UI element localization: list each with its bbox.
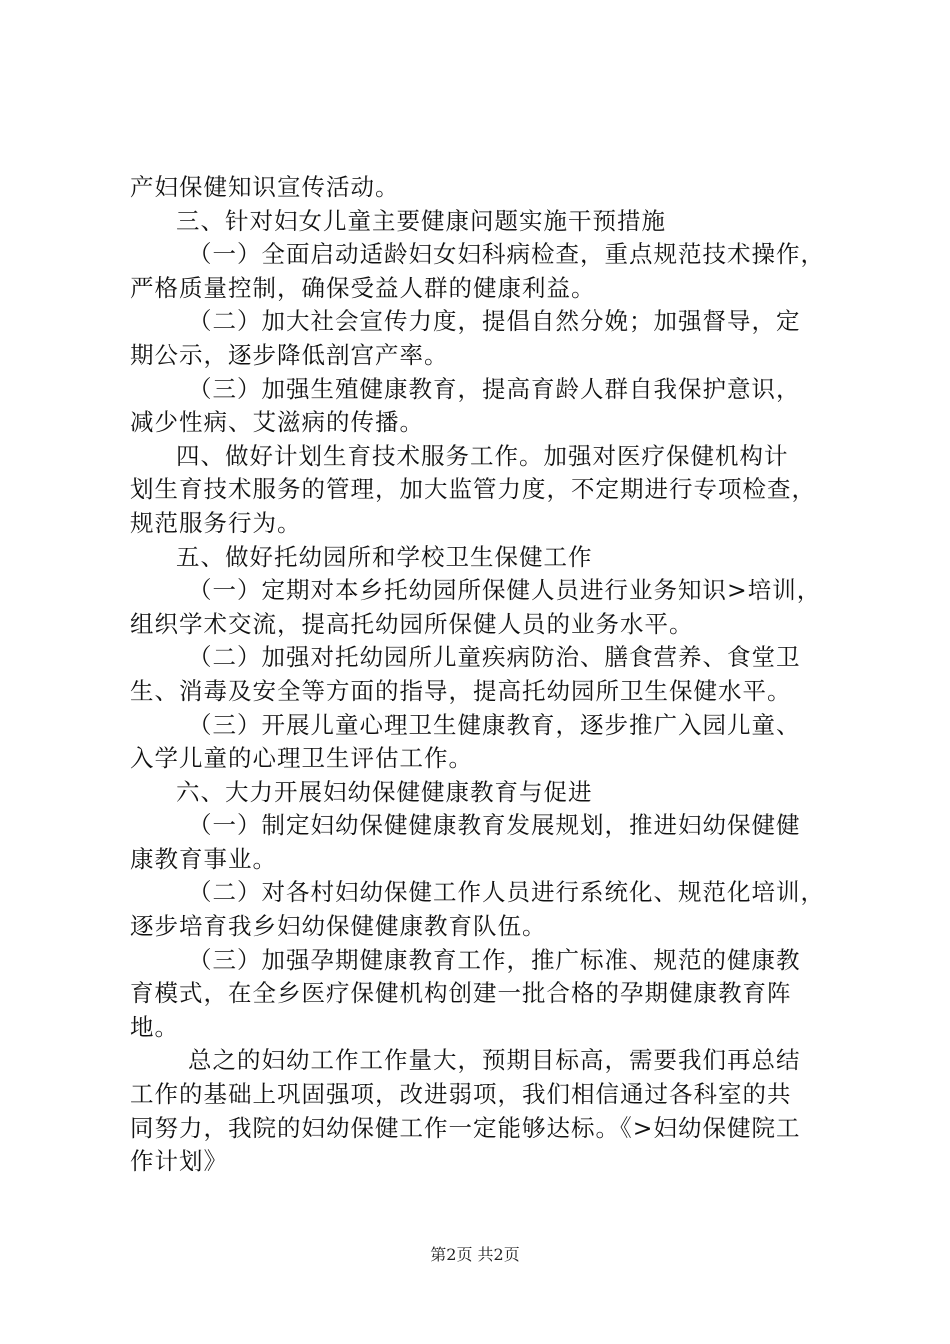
text-line: 组织学术交流，提高托幼园所保健人员的业务水平。 <box>130 609 694 638</box>
text-line: 生、消毒及安全等方面的指导，提高托幼园所卫生保健水平。 <box>130 676 792 705</box>
text-line: （一）制定妇幼保健健康教育发展规划，推进妇幼保健健 <box>188 811 801 840</box>
text-line: 入学儿童的心理卫生评估工作。 <box>130 744 473 773</box>
text-line: （二）对各村妇幼保健工作人员进行系统化、规范化培训， <box>188 878 825 907</box>
text-line: （三）开展儿童心理卫生健康教育，逐步推广入园儿童、 <box>188 710 801 739</box>
text-line: （二）加强对托幼园所儿童疾病防治、膳食营养、食堂卫 <box>188 643 801 672</box>
text-line: 规范服务行为。 <box>130 508 302 537</box>
text-line: （三）加强生殖健康教育，提高育龄人群自我保护意识， <box>188 374 801 403</box>
text-line: 育模式，在全乡医疗保健机构创建一批合格的孕期健康教育阵 <box>130 979 792 1008</box>
page-number: 第2页 共2页 <box>430 1245 520 1264</box>
text-line: 地。 <box>130 1012 179 1041</box>
text-line: 期公示，逐步降低剖宫产率。 <box>130 340 449 369</box>
text-line: （三）加强孕期健康教育工作，推广标准、规范的健康教 <box>188 945 801 974</box>
text-line: 减少性病、艾滋病的传播。 <box>130 408 424 437</box>
text-line: 工作的基础上巩固强项，改进弱项，我们相信通过各科室的共 <box>130 1080 792 1109</box>
text-line: 严格质量控制，确保受益人群的健康利益。 <box>130 273 596 302</box>
section-heading: 五、做好托幼园所和学校卫生保健工作 <box>176 542 593 571</box>
text-line: 同努力，我院的妇幼保健工作一定能够达标。《>妇幼保健院工 <box>130 1113 801 1142</box>
text-line: （二）加大社会宣传力度，提倡自然分娩；加强督导，定 <box>188 307 801 336</box>
text-line: （一）全面启动适龄妇女妇科病检查，重点规范技术操作， <box>188 240 825 269</box>
text-line: 划生育技术服务的管理，加大监管力度，不定期进行专项检查， <box>130 475 816 504</box>
text-line: （一）定期对本乡托幼园所保健人员进行业务知识>培训， <box>188 576 822 605</box>
section-heading: 四、做好计划生育技术服务工作。加强对医疗保健机构计 <box>176 441 789 470</box>
text-line: 作计划》 <box>130 1147 228 1176</box>
text-line: 逐步培育我乡妇幼保健健康教育队伍。 <box>130 912 547 941</box>
page-footer <box>0 1244 950 1266</box>
section-heading: 三、针对妇女儿童主要健康问题实施干预措施 <box>176 206 666 235</box>
section-heading: 六、大力开展妇幼保健健康教育与促进 <box>176 777 593 806</box>
text-line: 康教育事业。 <box>130 844 277 873</box>
document-body <box>130 171 830 1179</box>
text-line: 总之的妇幼工作工作量大，预期目标高，需要我们再总结 <box>188 1046 801 1075</box>
text-line: 产妇保健知识宣传活动。 <box>130 173 400 201</box>
